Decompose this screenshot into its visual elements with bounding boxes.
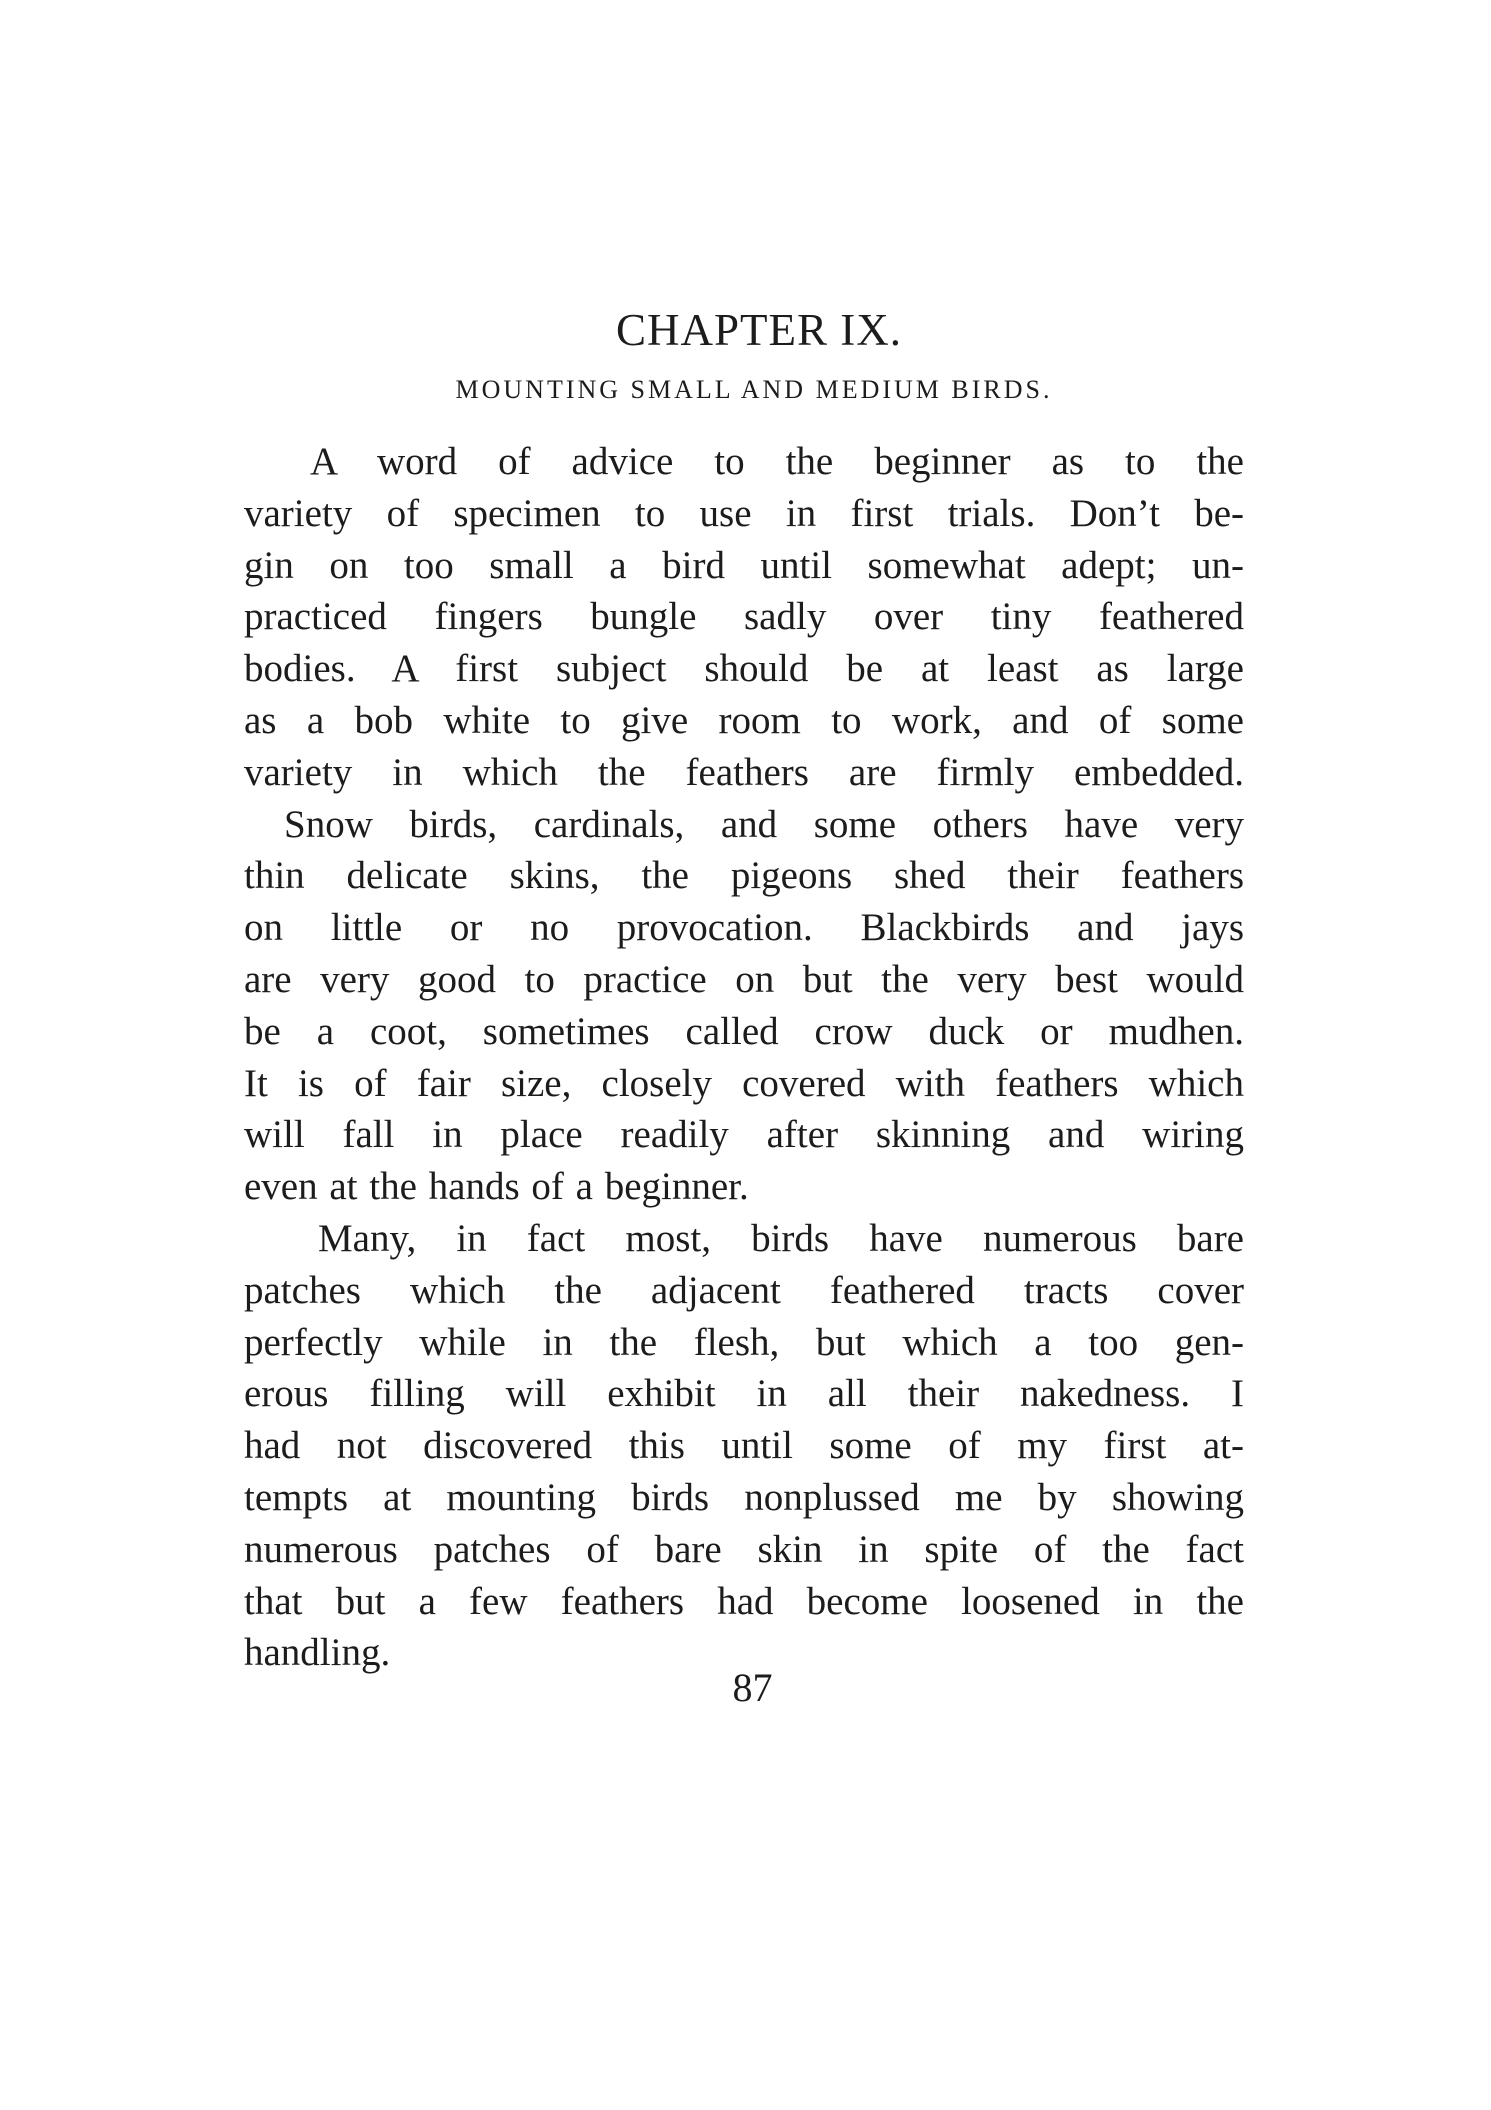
chapter-subtitle: MOUNTING SMALL AND MEDIUM BIRDS.: [455, 375, 1053, 404]
text-line: thin delicate skins, the pigeons shed their feathers: [244, 854, 1244, 898]
paragraph-3: [244, 1213, 1244, 1679]
text-line: practiced fingers bungle sadly over tiny feathered: [244, 595, 1244, 639]
text-line: that but a few feathers had become loosened in the: [244, 1579, 1244, 1623]
paragraph-2: [244, 799, 1244, 1213]
text-line: be a coot, sometimes called crow duck or mudhen.: [244, 1009, 1244, 1053]
text-line: even at the hands of a beginner.: [244, 1165, 749, 1209]
text-line: Snow birds, cardinals, and some others have very: [284, 802, 1244, 846]
text-line: handling.: [244, 1631, 391, 1675]
text-line: perfectly while in the flesh, but which a too gen-: [244, 1320, 1244, 1364]
text-line: variety in which the feathers are firmly embedded.: [244, 750, 1244, 794]
text-line: bodies. A first subject should be at least as large: [244, 647, 1244, 691]
text-line: variety of specimen to use in first trials. Don’t be-: [244, 491, 1244, 535]
text-line: Many, in fact most, birds have numerous bare: [318, 1216, 1244, 1260]
text-line: erous filling will exhibit in all their nakedness. I: [244, 1372, 1244, 1416]
text-line: numerous patches of bare skin in spite of the fact: [244, 1527, 1244, 1571]
text-line: are very good to practice on but the very best would: [244, 957, 1244, 1001]
text-line: patches which the adjacent feathered tracts cover: [244, 1268, 1244, 1312]
text-line: on little or no provocation. Blackbirds and jays: [244, 906, 1244, 950]
text-line: It is of fair size, closely covered with feathers which: [244, 1061, 1244, 1105]
text-line: had not discovered this until some of my first at-: [244, 1424, 1244, 1468]
chapter-title: CHAPTER IX.: [615, 305, 902, 355]
text-line: tempts at mounting birds nonplussed me by showing: [244, 1475, 1244, 1519]
paragraph-1: [244, 436, 1244, 799]
body-text: [244, 436, 1244, 1679]
text-line: will fall in place readily after skinning and wiring: [244, 1113, 1244, 1157]
text-line: A word of advice to the beginner as to the: [310, 440, 1244, 483]
page-content: [244, 300, 1244, 1679]
text-line: gin on too small a bird until somewhat adept; un-: [244, 543, 1244, 587]
page-number: 87: [732, 1665, 773, 1710]
text-line: as a bob white to give room to work, and of some: [244, 698, 1244, 742]
